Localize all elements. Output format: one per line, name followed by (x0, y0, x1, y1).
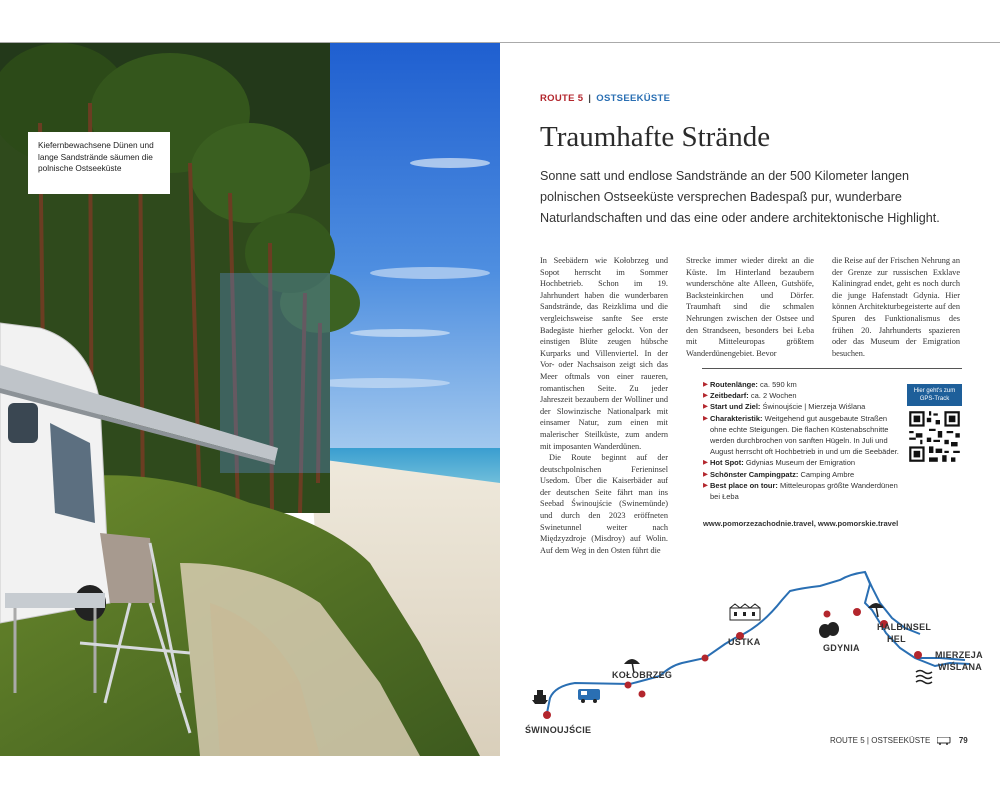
route-kicker (540, 93, 670, 104)
info-value: ca. 2 Wochen (750, 391, 797, 401)
waves-icon (916, 671, 932, 684)
info-row (703, 457, 901, 468)
bullet-arrow-icon: ▶ (703, 414, 708, 422)
map-label-gdynia: GDYNIA (823, 643, 860, 653)
page-number: 79 (958, 736, 968, 745)
tourism-links[interactable]: www.pomorzezachodnie.travel, www.pomorskie.travel (703, 519, 899, 528)
footer-route: ROUTE 5 (830, 736, 865, 745)
map-label-halbinsel: HALBINSEL (877, 622, 932, 632)
footer-region: OSTSEEKÜSTE (871, 736, 931, 745)
info-label: Charakteristik: (710, 413, 763, 423)
camper-icon (578, 689, 600, 703)
page-title: Traumhafte Strände (540, 121, 771, 153)
info-divider (702, 368, 962, 369)
route-number: ROUTE 5 (540, 93, 584, 104)
bullet-arrow-icon: ▶ (703, 459, 708, 467)
route-map (520, 548, 990, 733)
lead-paragraph: Sonne satt und endlose Sandstrände an der 500 Kilometer langen polnischen Ostseeküste versprechen Badespaß pur, wunderbare Naturlandschaften und das eine oder andere architektonische Highlight. (540, 169, 940, 225)
info-label: Hot Spot: (710, 458, 744, 468)
map-label-mierzeja: MIERZEJA (935, 650, 983, 660)
qr-code[interactable] (907, 409, 962, 464)
bullet-arrow-icon: ▶ (703, 381, 708, 388)
map-label-hel: HEL (887, 634, 906, 644)
info-row (703, 379, 901, 390)
info-label: Best place on tour: (710, 480, 778, 490)
page-footer (830, 736, 968, 745)
body-paragraph: Die Route beginnt auf der deutschpolnischen Ferieninsel Usedom. Über die Kaiserbäder auf der deutschen Seite fährt man ins Seebad Świnoujście (Swinemünde) und durch den 2023 eröffneten Swinetunnel weiter nach Międzyzdroje (Misdroy) auf Wolin. Auf dem Weg in den Osten führt die (540, 453, 668, 555)
theatre-masks-icon (819, 622, 839, 638)
info-row (703, 480, 901, 502)
map-label-swinoujscie: ŚWINOUJŚCIE (525, 725, 592, 733)
info-value: Gdynias Museum der Emigration (745, 458, 856, 468)
book-spread (0, 42, 1000, 755)
route-region: OSTSEEKÜSTE (596, 93, 671, 104)
body-paragraph: In Seebädern wie Kołobrzeg und Sopot herrscht im Sommer Hochbetrieb. Schon im 19. Jahrhundert haben die wunderbaren Sandstrände, das Reizklima und die vergleichsweise sanfte See erste Badegäste hierher gelockt. Von der einstigen Blüte zeugen hübsche Kurparks und Villenviertel. In der Vor- oder Nachsaison zeigt sich das Meer oftmals von einer raueren, romantischen Seite. Zu jeder Jahreszeit bezaubern der Wolliner und der Slowinzische Nationalpark mit einsamer Natur, zum einen mit malerischer Steilküste, zum andern mit imposanten Wanderdünen. (540, 256, 668, 451)
map-label-ustka: USTKA (728, 637, 761, 647)
body-paragraph: die Reise auf der Frischen Nehrung an der Grenze zur russischen Exklave Kaliningrad endet, geht es noch durch die junge Hafenstadt Gdynia. Hier können Architekturbegeisterte auf den Spuren des Funktionalismus des frühen 20. Jahrhunderts spazieren oder das Museum der Emigration besuchen. (832, 256, 960, 358)
bullet-arrow-icon: ▶ (703, 481, 708, 489)
kicker-separator: | (588, 93, 592, 104)
map-label-wislana: WIŚLANA (938, 662, 983, 672)
body-paragraph: Strecke immer wieder direkt an die Küste. Im Hinterland bezaubern wunderschöne alte Alleen, Gutshöfe, Backsteinkirchen und Dörfer. Traumhaft sind die schmalen Nehrungen zwischen der Ostsee und den Strandseen, besonders bei Łeba mit Mitteleuropas größtem Wanderdünengebiet. Bevor (686, 256, 814, 358)
photo-caption: Kiefernbewachsene Dünen und lange Sandstrände säumen die polnische Ostseeküste (28, 132, 170, 194)
info-label: Zeitbedarf: (710, 391, 749, 401)
info-value: Świnoujście | Mierzeja Wiślana (762, 402, 866, 412)
route-info-box (703, 379, 901, 502)
photo-page (0, 43, 500, 756)
info-value: ca. 590 km (760, 380, 797, 389)
info-row (703, 469, 901, 480)
info-value: Weitgehend gut ausgebaute Straßen ohne echte Steigungen. Die flachen Küstenabschnitte werden durchbrochen von sanften Hügeln. In Juli und August herrscht oft Hochbetrieb in und um die Seebäder. (710, 413, 899, 457)
ferry-icon (532, 690, 548, 704)
text-column-2 (686, 255, 814, 359)
gps-track-label: Hier geht's zum GPS-Track (907, 384, 962, 406)
text-column-1 (540, 255, 668, 556)
bullet-arrow-icon: ▶ (703, 470, 708, 478)
info-label: Start und Ziel: (710, 402, 761, 412)
bullet-arrow-icon: ▶ (703, 392, 708, 400)
info-row (703, 401, 901, 412)
text-page (500, 43, 1000, 756)
map-label-kolobrzeg: KOŁOBRZEG (612, 670, 673, 680)
info-label: Routenlänge: (710, 380, 758, 389)
info-row (703, 413, 901, 458)
info-row (703, 390, 901, 401)
camper-footer-icon (937, 737, 951, 745)
town-houses-icon (730, 604, 760, 620)
bullet-arrow-icon: ▶ (703, 403, 708, 411)
footer-separator: | (866, 736, 869, 745)
gps-track-box[interactable] (907, 384, 962, 469)
info-label: Schönster Campingpatz: (710, 469, 799, 479)
text-column-3 (832, 255, 960, 375)
info-value: Camping Ambre (800, 469, 855, 479)
info-value: Mitteleuropas größte Wanderdünen bei Łeba (710, 480, 898, 502)
